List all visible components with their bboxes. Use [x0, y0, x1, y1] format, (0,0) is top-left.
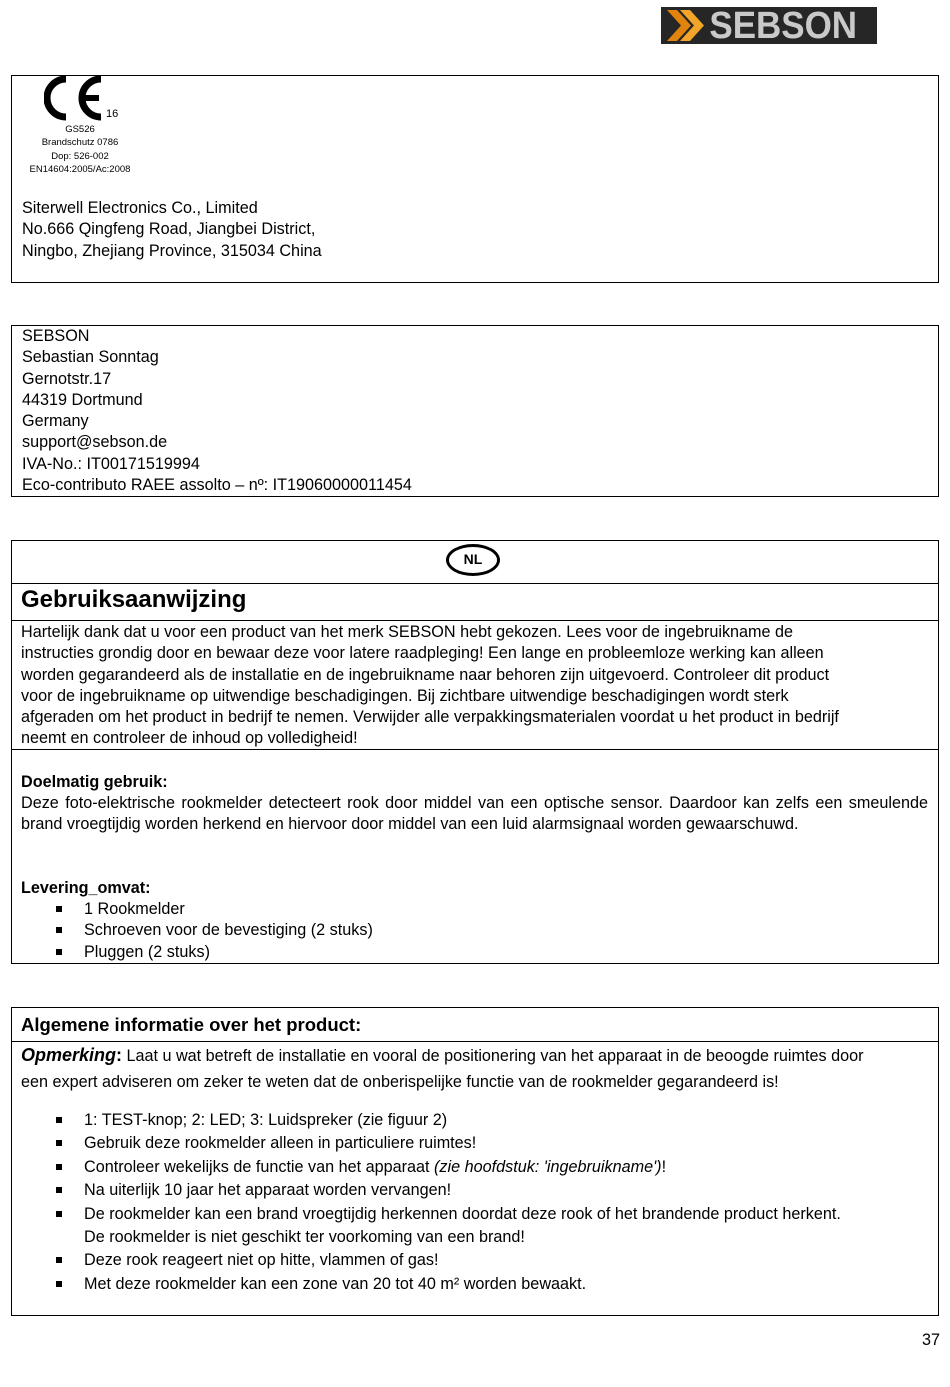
- address-line: Eco-contributo RAEE assolto – nº: IT19060000011454: [22, 476, 412, 495]
- list-item: 1 Rookmelder: [21, 899, 921, 920]
- item-reference: (zie hoofdstuk: 'ingebruikname'): [434, 1157, 662, 1176]
- list-item: Gebruik deze rookmelder alleen in particuliere ruimtes!: [21, 1132, 931, 1155]
- item-text: !: [661, 1157, 667, 1176]
- sebson-logo: [661, 5, 877, 47]
- delivery-heading: Levering_omvat:: [21, 879, 151, 897]
- chevron-logo-icon: [665, 9, 705, 42]
- item-text: De rookmelder is niet geschikt ter voorkoming van een brand!: [84, 1228, 525, 1247]
- address-line: Siterwell Electronics Co., Limited: [22, 199, 258, 217]
- manual-title: Gebruiksaanwijzing: [21, 586, 247, 613]
- list-item: Schroeven voor de bevestiging (2 stuks): [21, 920, 921, 941]
- list-item: Deze rook reageert niet op hitte, vlammen of gas!: [21, 1249, 931, 1272]
- language-badge: NL: [446, 544, 500, 576]
- brand-wordmark: SEBSON: [709, 5, 858, 47]
- address-line: Gernotstr.17: [22, 369, 112, 388]
- general-info-heading: Algemene informatie over het product:: [21, 1014, 362, 1035]
- delivery-list: [21, 899, 921, 963]
- address-line: Germany: [22, 412, 89, 431]
- note-text: Laat u wat betreft de installatie en vooral de positionering van het apparaat in de beoogde ruimtes door: [126, 1047, 864, 1065]
- ce-mark: [44, 73, 124, 123]
- certification-info: [20, 123, 140, 177]
- address-line: 44319 Dortmund: [22, 390, 143, 409]
- intro-line: voor de ingebruikname op uitwendige beschadigingen. Bij zichtbare uitwendige beschadigingen wordt sterk: [21, 686, 789, 705]
- intended-use-text: Deze foto-elektrische rookmelder detecteert rook door middel van een optische sensor. Daardoor kan zelfs een smeulende brand vroegtijdig worden herkend en hiervoor door middel van een luid alarmsignaal worden gewaarschuwd.: [21, 794, 928, 834]
- address-line: Ningbo, Zhejiang Province, 315034 China: [22, 241, 322, 260]
- intro-line: worden gegarandeerd als de installatie en de ingebruikname naar behoren zijn uitgevoerd. Controleer dit product: [21, 665, 830, 684]
- address-line: No.666 Qingfeng Road, Jiangbei District,: [22, 220, 316, 239]
- list-item: [21, 1203, 931, 1250]
- cert-line: Dop: 526-002: [51, 150, 109, 162]
- divider: [11, 1041, 939, 1042]
- list-item: [21, 1156, 931, 1179]
- item-text: De rookmelder kan een brand vroegtijdig herkennen doordat deze rook of het brandende product herkent.: [84, 1204, 841, 1223]
- note-text: een expert adviseren om zeker te weten dat de onberispelijke functie van de rookmelder gegarandeerd is!: [21, 1073, 779, 1091]
- intended-use-heading: Doelmatig gebruik:: [21, 773, 168, 791]
- general-info-note: [21, 1043, 931, 1095]
- cert-line: EN14604:2005/Ac:2008: [29, 164, 131, 176]
- list-item: Met deze rookmelder kan een zone van 20 tot 40 m² worden bewaakt.: [21, 1273, 931, 1296]
- item-text: Controleer wekelijks de functie van het apparaat: [84, 1157, 435, 1176]
- address-line: Sebastian Sonntag: [22, 348, 159, 367]
- address-line: SEBSON: [22, 327, 90, 345]
- divider: [11, 620, 939, 621]
- manufacturer-address: [22, 198, 322, 262]
- list-item: Na uiterlijk 10 jaar het apparaat worden vervangen!: [21, 1179, 931, 1202]
- address-line: IVA-No.: IT00171519994: [22, 454, 200, 473]
- page-number: 37: [921, 1331, 940, 1349]
- divider: [11, 583, 939, 584]
- intro-line: Hartelijk dank dat u voor een product van het merk SEBSON hebt gekozen. Lees voor de ingebruikname de: [21, 623, 794, 641]
- general-info-list: [21, 1109, 931, 1296]
- note-label: Opmerking: [21, 1045, 117, 1065]
- email-address: support@sebson.de: [22, 433, 168, 452]
- cert-line: Brandschutz 0786: [41, 137, 119, 149]
- distributor-address: [22, 326, 412, 496]
- intro-line: instructies grondig door en bewaar deze voor latere raadpleging! Een lange en probleemloze werking kan alleen: [21, 644, 824, 663]
- intro-line: neemt en controleer de inhoud op volledigheid!: [21, 729, 358, 748]
- ce-mark-suffix: 16: [106, 108, 119, 120]
- list-item: 1: TEST-knop; 2: LED; 3: Luidspreker (zie figuur 2): [21, 1109, 931, 1132]
- intro-paragraph: [21, 622, 839, 750]
- list-item: Pluggen (2 stuks): [21, 942, 921, 963]
- note-colon: :: [116, 1045, 123, 1065]
- intro-line: afgeraden om het product in bedrijf te nemen. Verwijder alle verpakkingsmaterialen voordat u het product in bedrijf: [21, 708, 839, 727]
- cert-line: GS526: [65, 124, 95, 135]
